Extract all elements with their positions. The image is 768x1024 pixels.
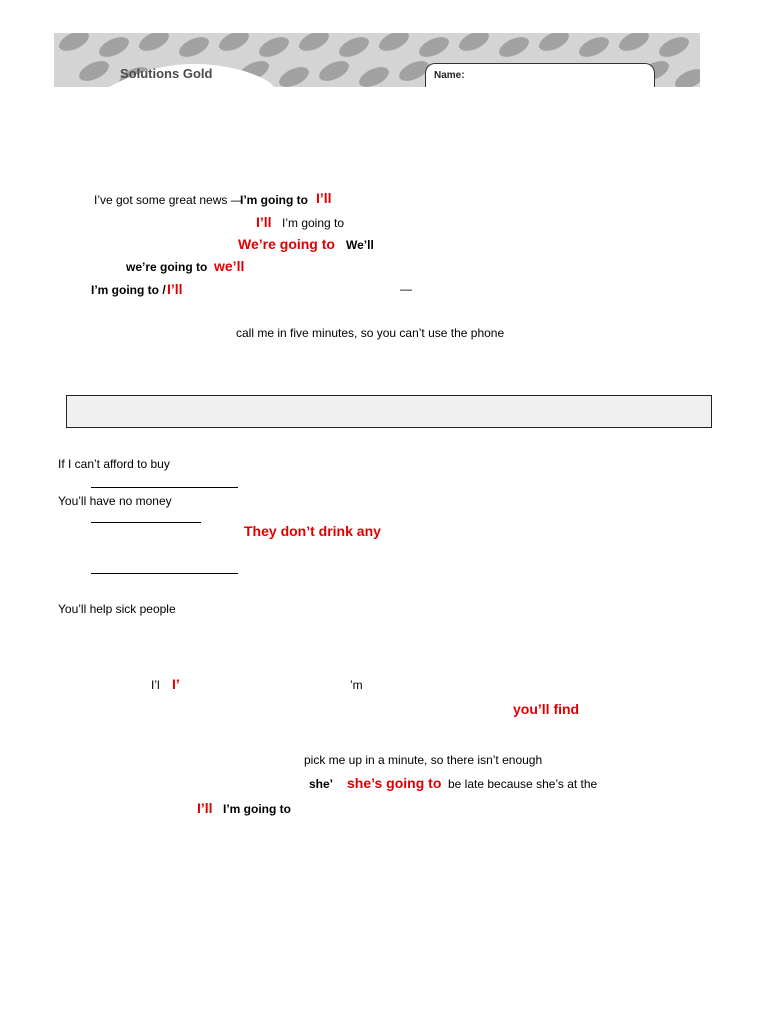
- line1-text: I’ve got some great news —: [94, 193, 243, 207]
- line5-red: I’ll: [167, 281, 183, 297]
- s2-red: They don’t drink any: [244, 523, 381, 539]
- answer-line-1[interactable]: [91, 487, 238, 488]
- word-box: [66, 395, 712, 428]
- answer-line-3[interactable]: [91, 573, 238, 574]
- s3-red3: she’s going to: [347, 775, 442, 791]
- s3-text2: ’m: [350, 678, 363, 692]
- line3-red: We’re going to: [238, 236, 335, 252]
- s2-line1: If I can’t afford to buy: [58, 457, 170, 471]
- line5-dash: —: [400, 282, 412, 296]
- s3-text4: be late because she’s at the: [448, 777, 598, 791]
- line2-red: I’ll: [256, 214, 272, 230]
- line1-red: I’ll: [316, 190, 332, 206]
- s3-red2: you’ll find: [513, 701, 580, 717]
- answer-line-2[interactable]: [91, 522, 201, 523]
- s3-red4: I’ll: [197, 800, 213, 816]
- line1-bold: I’m going to: [240, 193, 308, 207]
- brand-title: Solutions Gold: [120, 66, 213, 81]
- s3-red1: I’: [172, 676, 180, 692]
- line2-text: I’m going to: [282, 216, 345, 230]
- s2-line2: You’ll have no money: [58, 494, 172, 508]
- line3-bold: We’ll: [346, 238, 374, 252]
- line4-red: we’ll: [214, 258, 245, 274]
- s3-bold2: I’m going to: [223, 802, 291, 816]
- name-field[interactable]: [425, 63, 655, 87]
- s2-line4: You’ll help sick people: [58, 602, 176, 616]
- s3-text3: pick me up in a minute, so there isn’t enough: [304, 753, 543, 767]
- s3-text1: I’l: [151, 678, 160, 692]
- line6-text: call me in five minutes, so you can’t use the phone: [236, 326, 505, 340]
- name-label: Name:: [434, 70, 465, 81]
- line5-bold: I’m going to /: [91, 283, 166, 297]
- line4-bold: we’re going to: [126, 260, 208, 274]
- s3-bold1: she’: [309, 777, 334, 791]
